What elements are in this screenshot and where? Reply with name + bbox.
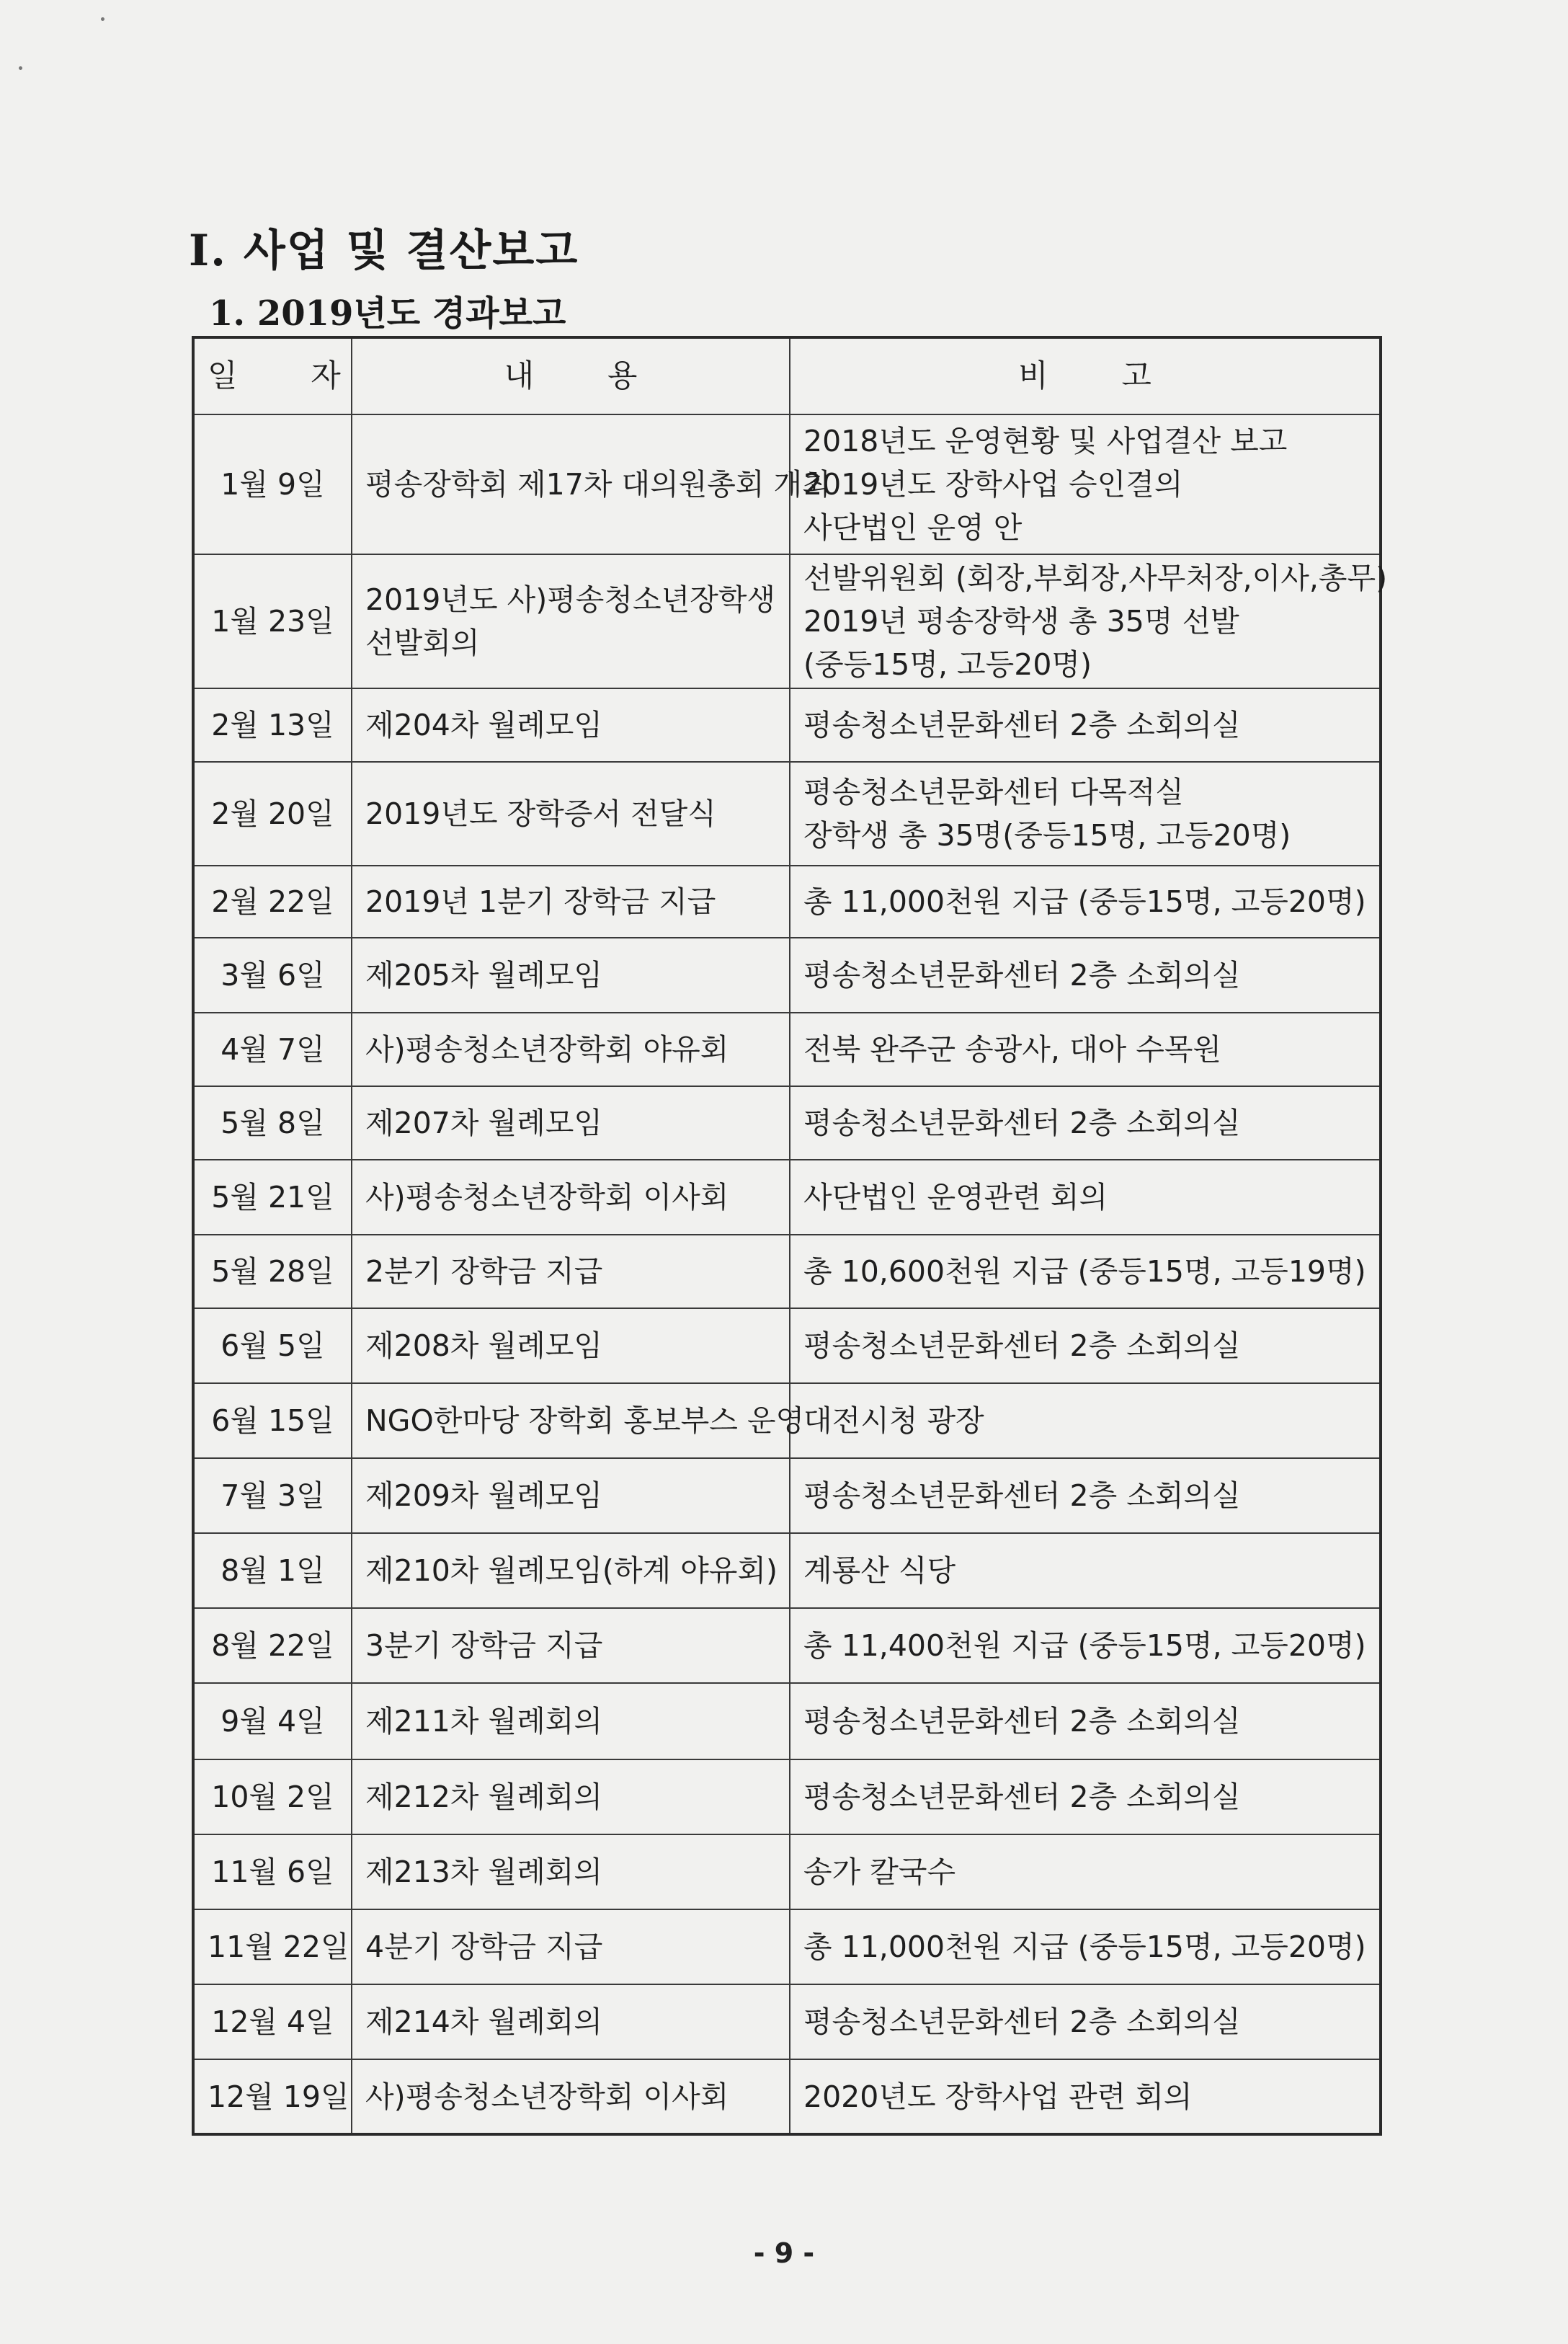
cell-note-line: 장학생 총 35명(중등15명, 고등20명)	[803, 818, 1291, 853]
table-body	[193, 414, 1388, 2134]
cell-note	[790, 1235, 1381, 1308]
cell-content-line: 제214차 월례회의	[365, 2005, 602, 2039]
cell-note	[790, 938, 1381, 1013]
cell-content	[352, 1235, 790, 1308]
cell-content	[352, 1608, 790, 1683]
table-row	[193, 866, 1381, 938]
cell-content	[352, 688, 790, 762]
cell-content-line: 선발회의	[365, 626, 480, 660]
cell-date: 11월 22일	[193, 1909, 352, 1984]
table-row	[193, 1235, 1381, 1308]
table-row	[193, 688, 1381, 762]
cell-note	[790, 1608, 1381, 1683]
cell-content-line: 제204차 월례모임	[365, 708, 602, 742]
cell-note-line: 총 10,600천원 지급 (중등15명, 고등19명)	[803, 1254, 1366, 1289]
cell-note-line: 2018년도 운영현황 및 사업결산 보고	[803, 424, 1288, 458]
table-row	[193, 414, 1381, 554]
table-row	[193, 1458, 1381, 1533]
scan-speck	[101, 17, 104, 21]
cell-note	[790, 866, 1381, 938]
header-note	[790, 337, 1381, 414]
table-row	[193, 938, 1381, 1013]
cell-note-line: 평송청소년문화센터 2층 소회의실	[803, 1780, 1241, 1814]
page-number: - 9 -	[753, 2237, 815, 2269]
cell-content	[352, 1160, 790, 1235]
scan-speck	[19, 66, 22, 70]
cell-content	[352, 1683, 790, 1759]
table-row	[193, 1834, 1381, 1909]
cell-note	[790, 1160, 1381, 1235]
table-row	[193, 1759, 1381, 1834]
cell-date: 2월 13일	[193, 688, 352, 762]
cell-content-line: 사)평송청소년장학회 이사회	[365, 2079, 729, 2114]
cell-note-line: 평송청소년문화센터 2층 소회의실	[803, 2005, 1241, 2039]
cell-date: 3월 6일	[193, 938, 352, 1013]
table-row	[193, 554, 1381, 688]
cell-content-line: 평송장학회 제17차 대의원총회 개최	[365, 467, 831, 502]
cell-content	[352, 554, 790, 688]
cell-note-line: 평송청소년문화센터 다목적실	[803, 775, 1184, 809]
cell-content-line: 2019년 1분기 장학금 지급	[365, 884, 716, 919]
cell-content-line: 제209차 월례모임	[365, 1478, 602, 1513]
cell-date: 1월 23일	[193, 554, 352, 688]
section-heading: I. 사업 및 결산보고	[189, 226, 579, 276]
table-row	[193, 1533, 1381, 1608]
table-row	[193, 1683, 1381, 1759]
table-row	[193, 1909, 1381, 1984]
cell-note	[790, 1308, 1381, 1383]
cell-note	[790, 688, 1381, 762]
cell-content	[352, 1759, 790, 1834]
cell-content	[352, 1533, 790, 1608]
cell-note	[790, 1984, 1381, 2059]
cell-note-line: 총 11,000천원 지급 (중등15명, 고등20명)	[803, 1930, 1366, 1964]
cell-date: 7월 3일	[193, 1458, 352, 1533]
cell-date: 5월 8일	[193, 1086, 352, 1160]
table-row	[193, 1160, 1381, 1235]
cell-note	[790, 762, 1381, 866]
cell-content	[352, 866, 790, 938]
cell-date: 9월 4일	[193, 1683, 352, 1759]
cell-note-line: 계룡산 식당	[803, 1553, 956, 1588]
cell-content-line: NGO한마당 장학회 홍보부스 운영	[365, 1403, 805, 1438]
cell-note-line: (중등15명, 고등20명)	[803, 647, 1092, 682]
cell-content	[352, 938, 790, 1013]
cell-note-line: 송가 칼국수	[803, 1855, 956, 1889]
cell-date: 2월 20일	[193, 762, 352, 866]
cell-content-line: 제210차 월례모임(하계 야유회)	[365, 1553, 778, 1588]
cell-date: 6월 15일	[193, 1383, 352, 1458]
cell-note	[790, 2059, 1381, 2134]
table-row	[193, 1608, 1381, 1683]
cell-content-line: 4분기 장학금 지급	[365, 1930, 603, 1964]
cell-note	[790, 554, 1388, 688]
cell-content	[352, 1308, 790, 1383]
table-row	[193, 2059, 1381, 2134]
subsection-heading: 1. 2019년도 경과보고	[209, 293, 566, 334]
cell-note	[790, 1013, 1381, 1086]
cell-content-line: 사)평송청소년장학회 이사회	[365, 1180, 729, 1215]
cell-date: 12월 4일	[193, 1984, 352, 2059]
cell-note	[790, 1533, 1381, 1608]
cell-content-line: 2분기 장학금 지급	[365, 1254, 603, 1289]
cell-note-line: 평송청소년문화센터 2층 소회의실	[803, 1106, 1241, 1140]
cell-date: 10월 2일	[193, 1759, 352, 1834]
header-note-label: 비 고	[1018, 358, 1183, 394]
cell-content-line: 제205차 월례모임	[365, 958, 602, 993]
cell-note	[790, 1834, 1381, 1909]
cell-note	[790, 1086, 1381, 1160]
cell-note	[790, 1909, 1381, 1984]
cell-content-line: 2019년도 사)평송청소년장학생	[365, 582, 776, 617]
cell-content-line: 2019년도 장학증서 전달식	[365, 796, 716, 831]
cell-date: 12월 19일	[193, 2059, 352, 2134]
table-row	[193, 762, 1381, 866]
table-row	[193, 1086, 1381, 1160]
cell-date: 2월 22일	[193, 866, 352, 938]
cell-content	[352, 1984, 790, 2059]
cell-date: 11월 6일	[193, 1834, 352, 1909]
cell-date: 8월 1일	[193, 1533, 352, 1608]
cell-date: 4월 7일	[193, 1013, 352, 1086]
cell-note-line: 평송청소년문화센터 2층 소회의실	[803, 1478, 1241, 1513]
cell-date: 1월 9일	[193, 414, 352, 554]
cell-content	[352, 1383, 805, 1458]
header-date	[193, 337, 373, 414]
cell-note-line: 전북 완주군 송광사, 대아 수목원	[803, 1032, 1222, 1067]
cell-content-line: 제211차 월례회의	[365, 1704, 602, 1739]
cell-note-line: 평송청소년문화센터 2층 소회의실	[803, 708, 1241, 742]
cell-note-line: 총 11,000천원 지급 (중등15명, 고등20명)	[803, 884, 1366, 919]
cell-note-line: 선발위원회 (회장,부회장,사무처장,이사,총무)	[803, 561, 1388, 595]
cell-date: 6월 5일	[193, 1308, 352, 1383]
cell-note-line: 평송청소년문화센터 2층 소회의실	[803, 1704, 1241, 1739]
cell-content	[352, 1013, 790, 1086]
cell-note-line: 총 11,400천원 지급 (중등15명, 고등20명)	[803, 1628, 1366, 1663]
cell-note-line: 사단법인 운영 안	[803, 510, 1023, 545]
cell-content	[352, 1458, 790, 1533]
cell-note	[790, 1458, 1381, 1533]
cell-content-line: 사)평송청소년장학회 야유회	[365, 1032, 729, 1067]
header-content-label: 내 용	[504, 358, 669, 394]
cell-content	[352, 414, 831, 554]
header-content	[352, 337, 790, 414]
cell-note-line: 대전시청 광장	[803, 1403, 984, 1438]
table-row	[193, 1383, 1381, 1458]
cell-note	[790, 1759, 1381, 1834]
table-row	[193, 1308, 1381, 1383]
cell-content-line: 제213차 월례회의	[365, 1855, 602, 1889]
table-row	[193, 1013, 1381, 1086]
cell-note-line: 평송청소년문화센터 2층 소회의실	[803, 958, 1241, 993]
cell-date: 8월 22일	[193, 1608, 352, 1683]
cell-content-line: 제212차 월례회의	[365, 1780, 602, 1814]
cell-content-line: 3분기 장학금 지급	[365, 1628, 603, 1663]
cell-note-line: 평송청소년문화센터 2층 소회의실	[803, 1328, 1241, 1363]
cell-note-line: 2019년 평송장학생 총 35명 선발	[803, 604, 1239, 639]
cell-note-line: 2019년도 장학사업 승인결의	[803, 467, 1183, 502]
cell-content-line: 제208차 월례모임	[365, 1328, 602, 1363]
cell-content	[352, 762, 790, 866]
cell-date: 5월 28일	[193, 1235, 352, 1308]
table-header-row	[193, 337, 1381, 414]
cell-note	[790, 1383, 1381, 1458]
cell-note	[790, 414, 1381, 554]
cell-content-line: 제207차 월례모임	[365, 1106, 602, 1140]
cell-note-line: 사단법인 운영관련 회의	[803, 1180, 1108, 1215]
table-row	[193, 1984, 1381, 2059]
cell-date: 5월 21일	[193, 1160, 352, 1235]
header-date-label: 일 자	[208, 358, 373, 394]
cell-content	[352, 1909, 790, 1984]
cell-content	[352, 2059, 790, 2134]
cell-note	[790, 1683, 1381, 1759]
cell-content	[352, 1086, 790, 1160]
cell-note-line: 2020년도 장학사업 관련 회의	[803, 2079, 1193, 2114]
activity-report-table	[192, 336, 1388, 2136]
cell-content	[352, 1834, 790, 1909]
